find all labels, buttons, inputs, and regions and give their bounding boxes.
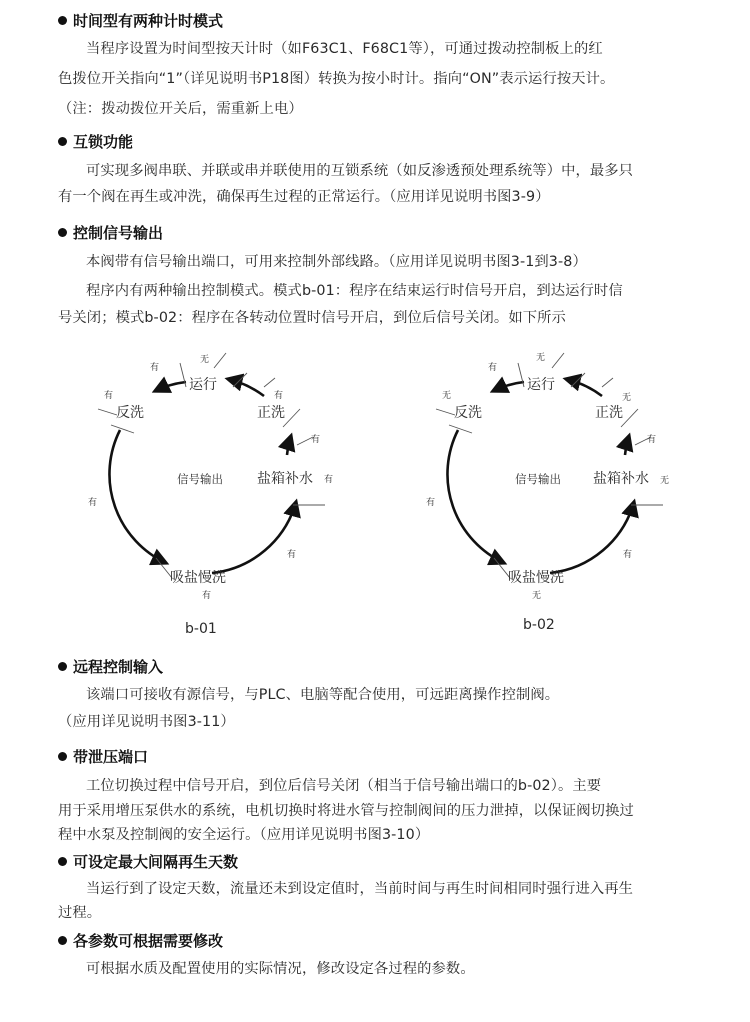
- text-line: 本阀带有信号输出端口，可用来控制外部线路。（应用详见说明书图3-1到3-8）: [86, 254, 587, 270]
- text-line: 可根据水质及配置使用的实际情况，修改设定各过程的参数。: [86, 961, 475, 977]
- bullet-icon: [58, 936, 67, 945]
- text-line: 色拨位开关指向“1”（详见说明书P18图）转换为按小时计。指向“ON”表示运行按天计。: [58, 71, 615, 87]
- diagram-b01: [88, 353, 333, 637]
- mark-backwash-arc: 有: [426, 498, 436, 508]
- section-title-interlock: 互锁功能: [58, 131, 133, 152]
- node-rinse: 正洗: [595, 405, 623, 421]
- mark-backwash-top: 有: [104, 391, 114, 401]
- center-label: 信号输出: [177, 472, 223, 486]
- node-brine: 吸盐慢洗: [170, 570, 226, 586]
- node-backwash: 反洗: [116, 405, 144, 421]
- mark-brine-bottom: 无: [532, 591, 542, 601]
- mark-refill-right: 有: [324, 475, 334, 485]
- bullet-icon: [58, 662, 67, 671]
- mark-refill-arc: 有: [287, 550, 297, 560]
- center-label: 信号输出: [515, 472, 561, 486]
- diagram-labels: [88, 354, 333, 637]
- mark-run-left: 有: [150, 363, 160, 373]
- mark-rinse-bottom: 有: [647, 435, 657, 445]
- bullet-icon: [58, 16, 67, 25]
- diagram-caption: b-01: [185, 621, 217, 637]
- text-line: 该端口可接收有源信号，与PLC、电脑等配合使用，可远距离操作控制阀。: [86, 687, 560, 703]
- mark-rinse-top: 有: [274, 391, 284, 401]
- bullet-icon: [58, 857, 67, 866]
- bullet-icon: [58, 228, 67, 237]
- section-title-remote-input: 远程控制输入: [58, 656, 163, 677]
- diagram-caption: b-02: [523, 617, 555, 633]
- section-title-parameters: 各参数可根据需要修改: [58, 930, 223, 951]
- text-line: 用于采用增压泵供水的系统，电机切换时将进水管与控制阀间的压力泄掉，以保证阀切换过: [58, 803, 634, 819]
- bullet-icon: [58, 752, 67, 761]
- mark-run-right: 无: [200, 355, 210, 365]
- text-line: 有一个阀在再生或冲洗，确保再生过程的正常运行。（应用详见说明书图3-9）: [58, 189, 550, 205]
- mark-brine-bottom: 有: [202, 591, 212, 601]
- text-line: 当运行到了设定天数，流量还未到设定值时，当前时间与再生时间相同时强行进入再生: [86, 881, 634, 897]
- mark-rinse-bottom: 有: [311, 435, 321, 445]
- diagram-labels: [426, 352, 669, 633]
- node-rinse: 正洗: [257, 405, 285, 421]
- node-brine: 吸盐慢洗: [508, 570, 564, 586]
- mark-rinse-top: 无: [622, 393, 632, 403]
- text-line: 程中水泵及控制阀的安全运行。（应用详见说明书图3-10）: [58, 827, 430, 843]
- text-line: 当程序设置为时间型按天计时（如F63C1、F68C1等），可通过拨动控制板上的红: [86, 41, 603, 57]
- text-line: （注：拨动拨位开关后，需重新上电）: [58, 101, 303, 117]
- mark-refill-arc: 有: [623, 550, 633, 560]
- section-title-timing: 时间型有两种计时模式: [58, 10, 223, 31]
- text-line: （应用详见说明书图3-11）: [58, 714, 235, 730]
- node-run: 运行: [527, 377, 555, 393]
- section-title-max-interval: 可设定最大间隔再生天数: [58, 851, 238, 872]
- diagram-b02: [426, 352, 669, 633]
- mark-refill-right: 无: [660, 476, 670, 486]
- mark-backwash-arc: 有: [88, 498, 98, 508]
- text-line: 号关闭；模式b-02：程序在各转动位置时信号开启，到位后信号关闭。如下所示: [58, 310, 566, 326]
- node-run: 运行: [189, 377, 217, 393]
- node-backwash: 反洗: [454, 405, 482, 421]
- node-refill: 盐箱补水: [257, 471, 313, 487]
- mark-backwash-top: 无: [442, 391, 452, 401]
- mark-run-left: 有: [488, 363, 498, 373]
- section-title-pressure-relief: 带泄压端口: [58, 746, 148, 767]
- text-line: 可实现多阀串联、并联或串并联使用的互锁系统（如反渗透预处理系统等）中，最多只: [86, 163, 634, 179]
- text-line: 工位切换过程中信号开启，到位后信号关闭（相当于信号输出端口的b-02）。主要: [86, 778, 602, 794]
- node-refill: 盐箱补水: [593, 471, 649, 487]
- text-line: 过程。: [58, 905, 102, 921]
- bullet-icon: [58, 137, 67, 146]
- section-title-signal-output: 控制信号输出: [58, 222, 163, 243]
- mark-run-right: 无: [536, 353, 546, 363]
- text-line: 程序内有两种输出控制模式。模式b-01：程序在结束运行时信号开启，到达运行时信: [86, 283, 623, 299]
- signal-output-diagrams: [0, 345, 750, 645]
